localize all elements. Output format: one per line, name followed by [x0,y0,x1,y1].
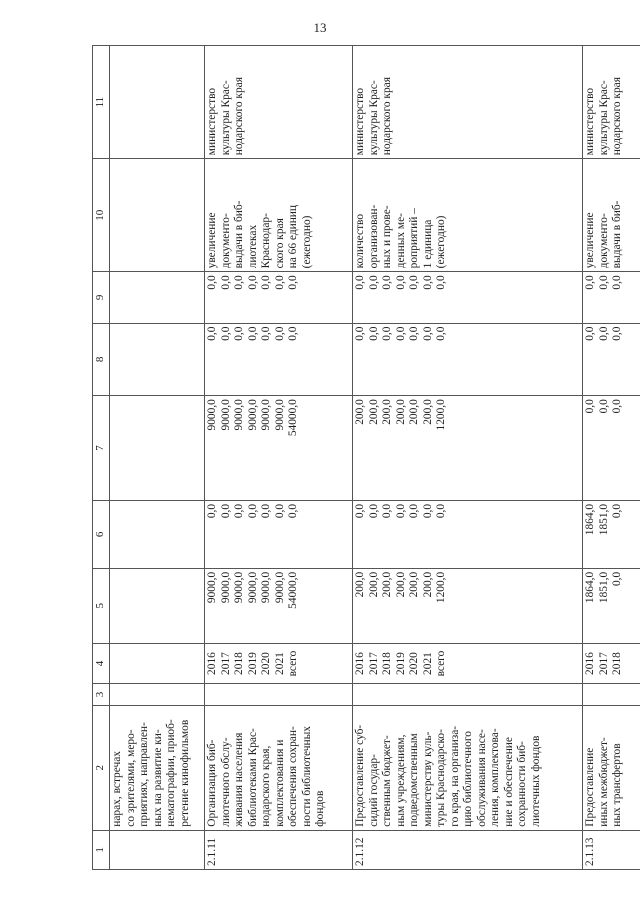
amount-value: 200,0 [421,399,434,425]
amount-value: 9000,0 [260,399,272,431]
amount-value: 0,0 [206,326,218,341]
amount-value: 0,0 [273,503,286,519]
column-number-header: 3 [93,684,110,705]
executor-line: нодарского края [233,77,245,156]
result-line: (ежегодно) [435,215,447,269]
name-line: министерству куль- [421,731,434,827]
amount-value: 1851,0 [597,571,610,604]
amount-value: 1864,0 [584,571,596,604]
executor-line: министерство [584,87,596,156]
cell-executor [583,46,640,159]
amount-value: 0,0 [260,326,272,341]
amount-value: 0,0 [611,399,623,414]
cell-empty [110,159,205,272]
cell-c8 [583,323,640,396]
name-line: комплектования и [273,739,286,827]
amount-value: 0,0 [611,326,623,341]
year-value: 2020 [260,652,272,675]
result-line: документо- [219,213,232,269]
amount-value: 0,0 [287,326,299,341]
cell-name [110,705,205,830]
amount-value: 9000,0 [233,399,245,431]
cell-years [583,643,640,683]
name-line: нарах, встречах [111,750,123,827]
amount-value: 0,0 [597,326,610,341]
amount-value: 9000,0 [273,571,286,604]
column-number-header: 2 [93,705,110,830]
result-line: выдачи в биб- [611,200,623,269]
amount-value: 0,0 [367,326,380,341]
amount-value: 1200,0 [435,571,447,604]
name-line: обслуживания насе- [475,729,488,827]
amount-value: 0,0 [367,503,380,519]
cell-c9 [583,272,640,323]
year-value: 2018 [611,652,623,675]
amount-value: 0,0 [435,326,447,341]
name-line: обеспечения сохран- [287,726,299,827]
name-line: нематографии, приоб- [165,719,177,827]
amount-value: 1851,0 [597,503,610,536]
cell-c5 [583,568,640,643]
amount-value: 0,0 [394,275,407,290]
amount-value: 9000,0 [233,571,245,604]
result-line: денных ме- [394,213,407,269]
cell-years [353,643,583,683]
cell-result [353,159,583,272]
cell-id [110,830,205,869]
year-value: 2017 [219,652,232,675]
column-number-header: 10 [93,159,110,272]
cell-c5 [205,568,353,643]
cell-c9 [205,272,353,323]
name-line: ние и обеспечение [502,737,515,827]
amount-value: 0,0 [584,275,596,290]
amount-value: 200,0 [408,571,420,598]
amount-value: 0,0 [408,275,420,290]
result-line: ского края [273,218,286,269]
year-value: 2018 [381,652,393,675]
amount-value: 200,0 [354,571,366,598]
result-line: документо- [597,213,610,269]
result-line: увеличение [584,212,596,269]
executor-line: нодарского края [381,77,393,156]
amount-value: 0,0 [421,503,434,519]
cell-c7 [353,396,583,501]
executor-line: культуры Крас- [367,80,380,156]
name-line: цию библиотечного [462,731,474,827]
table-row [353,46,583,870]
result-line: выдачи в биб- [233,200,245,269]
cell-empty [110,500,205,568]
year-value: 2019 [246,652,259,675]
result-line: Краснодар- [260,213,272,269]
amount-value: 0,0 [233,275,245,290]
continuation-row [110,46,205,870]
amount-value: 0,0 [381,275,393,290]
cell-name [205,705,353,830]
year-value: всего [435,650,447,677]
cell-result [583,159,640,272]
name-line: Предоставление суб- [354,724,366,827]
name-line: ретение кинофильмов [178,719,191,827]
page-number: 13 [313,20,327,35]
amount-value: 0,0 [246,275,259,290]
cell-name [353,705,583,830]
name-line: го края, на организа- [448,725,461,827]
amount-value: 0,0 [611,571,623,587]
year-value: 2016 [584,652,596,675]
name-line: лиотечных фондов [529,735,542,827]
cell-executor [353,46,583,159]
amount-value: 9000,0 [206,571,218,604]
amount-value: 200,0 [394,571,407,598]
amount-value: 0,0 [421,275,434,290]
amount-value: 200,0 [367,399,380,425]
amount-value: 0,0 [246,503,259,519]
amount-value: 0,0 [597,399,610,414]
amount-value: 0,0 [435,503,447,519]
amount-value: 0,0 [394,326,407,341]
amount-value: 9000,0 [206,399,218,431]
column-number-header: 1 [93,830,110,869]
name-line: сохранности биб- [516,741,528,827]
amount-value: 9000,0 [219,399,232,431]
name-line: Предоставление [584,747,596,827]
amount-value: 0,0 [260,275,272,290]
column-number-header: 4 [93,643,110,683]
amount-value: 9000,0 [219,571,232,604]
year-value: 2021 [421,652,434,675]
year-value: 2019 [394,652,407,675]
cell-empty [110,323,205,396]
name-line: нодарского края, [260,745,272,827]
amount-value: 0,0 [584,399,596,414]
cell-col3 [583,684,640,705]
name-line: библиотеками Крас- [246,728,259,827]
amount-value: 0,0 [394,503,407,519]
cell-c8 [205,323,353,396]
amount-value: 0,0 [584,326,596,341]
name-line: Организация биб- [206,739,218,827]
amount-value: 9000,0 [260,571,272,604]
cell-empty [110,643,205,683]
amount-value: 0,0 [287,503,299,519]
year-value: 2017 [597,652,610,675]
executor-line: министерство [206,87,218,156]
name-line: фондов [314,790,326,827]
amount-value: 0,0 [367,275,380,290]
header-row [93,46,110,870]
amount-value: 200,0 [421,571,434,598]
cell-col3 [205,684,353,705]
amount-value: 0,0 [354,326,366,341]
result-line: количество [354,213,366,269]
result-line: увеличение [206,212,218,269]
year-value: 2016 [354,652,366,675]
name-line: сидий государ- [367,754,380,827]
year-value: 2021 [273,652,286,675]
cell-empty [110,272,205,323]
amount-value: 0,0 [611,503,623,519]
amount-value: 0,0 [219,503,232,519]
amount-value: 9000,0 [246,399,259,431]
amount-value: 200,0 [408,399,420,425]
table-row [583,46,640,870]
cell-c6 [205,500,353,568]
amount-value: 0,0 [421,326,434,341]
executor-line: нодарского края [611,77,623,156]
program-measures-table [92,45,640,870]
result-line: (ежегодно) [300,215,313,269]
amount-value: 0,0 [611,275,623,290]
amount-value: 0,0 [287,275,299,290]
row-id: 2.1.12 [353,830,583,869]
amount-value: 0,0 [246,326,259,341]
amount-value: 0,0 [408,326,420,341]
cell-c9 [353,272,583,323]
cell-col3 [353,684,583,705]
year-value: 2016 [206,652,218,675]
name-line: туры Краснодарско- [435,729,447,827]
cell-empty [110,46,205,159]
amount-value: 0,0 [354,275,366,290]
column-number-header: 5 [93,568,110,643]
amount-value: 200,0 [381,571,393,598]
name-line: лиотечного обслу- [219,737,232,827]
amount-value: 0,0 [408,503,420,519]
result-line: роприятий – [408,208,420,269]
amount-value: 0,0 [260,503,272,519]
amount-value: 0,0 [435,275,447,290]
name-line: ности библиотечных [300,726,313,827]
cell-empty [110,684,205,705]
column-number-header: 9 [93,272,110,323]
amount-value: 0,0 [219,326,232,341]
name-line: подведомственным [408,733,420,827]
amount-value: 1864,0 [584,503,596,536]
executor-line: культуры Крас- [597,80,610,156]
year-value: 2018 [233,652,245,675]
amount-value: 54000,0 [287,399,299,437]
amount-value: 0,0 [206,275,218,290]
amount-value: 0,0 [233,503,245,519]
year-value: 2020 [408,652,420,675]
name-line: живания населения [233,732,245,827]
result-line: ных и прове- [381,205,393,269]
cell-c7 [583,396,640,501]
column-number-header: 6 [93,500,110,568]
column-number-header: 11 [93,46,110,159]
cell-c5 [353,568,583,643]
amount-value: 0,0 [381,503,393,519]
name-line: ных трансфертов [611,743,623,827]
amount-value: 0,0 [273,275,286,290]
amount-value: 9000,0 [273,399,286,431]
name-line: ных на развитие ки- [151,729,164,827]
rotated-table-container [92,45,623,870]
amount-value: 0,0 [381,326,393,341]
result-line: 1 единица [421,219,434,269]
amount-value: 0,0 [597,275,610,290]
amount-value: 200,0 [381,399,393,425]
amount-value: 9000,0 [246,571,259,604]
name-line: иных межбюджет- [597,737,610,827]
cell-c6 [353,500,583,568]
name-line: ственным бюджет- [381,735,393,827]
amount-value: 1200,0 [435,399,447,431]
cell-empty [110,568,205,643]
amount-value: 200,0 [354,399,366,425]
amount-value: 54000,0 [287,571,299,609]
cell-c6 [583,500,640,568]
cell-years [205,643,353,683]
year-value: всего [287,650,299,677]
name-line: со зрителями, меро- [124,729,137,827]
amount-value: 200,0 [394,399,407,425]
cell-empty [110,396,205,501]
amount-value: 0,0 [219,275,232,290]
cell-c7 [205,396,353,501]
table-row [205,46,353,870]
amount-value: 200,0 [367,571,380,598]
row-id: 2.1.11 [205,830,353,869]
column-number-header: 7 [93,396,110,501]
cell-result [205,159,353,272]
name-line: ления, комплектова- [489,728,501,827]
name-line: ным учреждениям, [394,734,407,827]
executor-line: культуры Крас- [219,80,232,156]
name-line: приятиях, направлен- [138,722,150,827]
row-id: 2.1.13 [583,830,640,869]
cell-c8 [353,323,583,396]
cell-name [583,705,640,830]
year-value: 2017 [367,652,380,675]
executor-line: министерство [354,87,366,156]
column-number-header: 8 [93,323,110,396]
cell-executor [205,46,353,159]
amount-value: 0,0 [354,503,366,519]
amount-value: 0,0 [206,503,218,519]
amount-value: 0,0 [233,326,245,341]
result-line: лиотеках [246,224,259,269]
result-line: на 66 единиц [287,205,299,269]
amount-value: 0,0 [273,326,286,341]
result-line: организован- [367,204,380,269]
